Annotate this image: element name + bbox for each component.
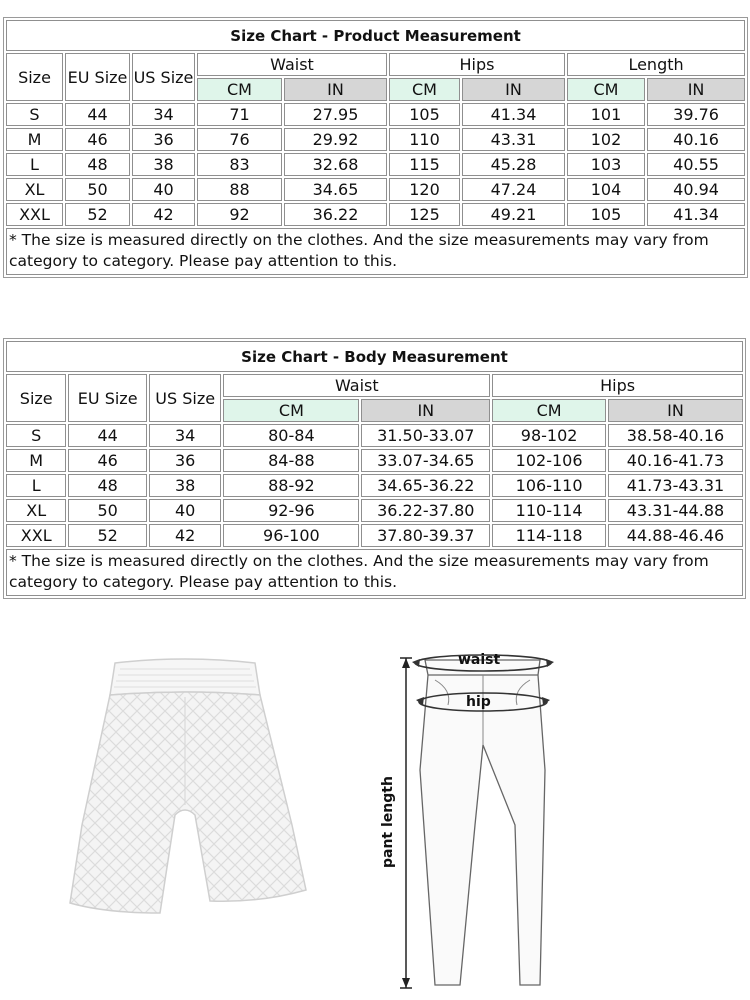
table-cell: 47.24 [462, 178, 565, 201]
table-note: * The size is measured directly on the clothes. And the size measurements may vary from category to category. Please pay attention to this. [6, 549, 743, 596]
table-cell: 120 [389, 178, 460, 201]
header-in: IN [608, 399, 743, 422]
header-eu-size: EU Size [65, 53, 130, 101]
table-title: Size Chart - Product Measurement [6, 20, 745, 51]
table-row [6, 178, 745, 201]
table-cell: M [6, 449, 66, 472]
table-row [6, 203, 745, 226]
table-cell: 71 [197, 103, 282, 126]
waist-label: waist [458, 652, 501, 668]
shorts-product-image [60, 655, 310, 920]
header-size: Size [6, 374, 66, 422]
table-cell: 106-110 [492, 474, 606, 497]
table-cell: 52 [68, 524, 147, 547]
table-row [6, 424, 743, 447]
header-cm: CM [389, 78, 460, 101]
header-in: IN [462, 78, 565, 101]
table-cell: 40.94 [647, 178, 745, 201]
table-cell: 101 [567, 103, 645, 126]
table-cell: 76 [197, 128, 282, 151]
table-cell: 34.65-36.22 [361, 474, 490, 497]
hip-label: hip [466, 694, 491, 710]
table-cell: 84-88 [223, 449, 359, 472]
header-hips: Hips [492, 374, 743, 397]
table-cell: 40.55 [647, 153, 745, 176]
header-cm: CM [223, 399, 359, 422]
table-row [6, 524, 743, 547]
table-cell: 114-118 [492, 524, 606, 547]
table-cell: 37.80-39.37 [361, 524, 490, 547]
table-cell: 29.92 [284, 128, 387, 151]
body-measurement-table [3, 338, 746, 599]
table-cell: 41.34 [462, 103, 565, 126]
table-title: Size Chart - Body Measurement [6, 341, 743, 372]
table-cell: 49.21 [462, 203, 565, 226]
table-cell: 44 [65, 103, 130, 126]
table-cell: 34.65 [284, 178, 387, 201]
table-cell: 43.31 [462, 128, 565, 151]
table-cell: 88 [197, 178, 282, 201]
table-cell: XL [6, 178, 63, 201]
table-cell: 80-84 [223, 424, 359, 447]
table-cell: XXL [6, 203, 63, 226]
table-cell: 110-114 [492, 499, 606, 522]
table-cell: 42 [132, 203, 195, 226]
table-cell: 38 [149, 474, 221, 497]
header-in: IN [284, 78, 387, 101]
table-cell: 33.07-34.65 [361, 449, 490, 472]
table-cell: 115 [389, 153, 460, 176]
table-cell: XXL [6, 524, 66, 547]
header-cm: CM [197, 78, 282, 101]
table-cell: 41.73-43.31 [608, 474, 743, 497]
table-cell: 40.16-41.73 [608, 449, 743, 472]
table-row [6, 474, 743, 497]
table-cell: 44 [68, 424, 147, 447]
table-cell: 92 [197, 203, 282, 226]
table-cell: 38 [132, 153, 195, 176]
header-hips: Hips [389, 53, 565, 76]
table-row [6, 128, 745, 151]
header-in: IN [361, 399, 490, 422]
table-cell: 52 [65, 203, 130, 226]
table-cell: 27.95 [284, 103, 387, 126]
table-cell: 46 [68, 449, 147, 472]
table-cell: 39.76 [647, 103, 745, 126]
header-eu-size: EU Size [68, 374, 147, 422]
table-note: * The size is measured directly on the clothes. And the size measurements may vary from category to category. Please pay attention to this. [6, 228, 745, 275]
pant-length-label: pant length [380, 776, 396, 868]
table-cell: 40 [132, 178, 195, 201]
table-cell: 46 [65, 128, 130, 151]
table-cell: 36 [149, 449, 221, 472]
table-cell: 50 [65, 178, 130, 201]
header-size: Size [6, 53, 63, 101]
table-row [6, 103, 745, 126]
table-cell: 36.22 [284, 203, 387, 226]
table-cell: 88-92 [223, 474, 359, 497]
table-cell: XL [6, 499, 66, 522]
product-measurement-table [3, 17, 748, 278]
table-cell: L [6, 153, 63, 176]
header-us-size: US Size [149, 374, 221, 422]
table-cell: 104 [567, 178, 645, 201]
table-cell: 103 [567, 153, 645, 176]
table-cell: 105 [389, 103, 460, 126]
table-cell: 31.50-33.07 [361, 424, 490, 447]
table-cell: 44.88-46.46 [608, 524, 743, 547]
table-cell: 38.58-40.16 [608, 424, 743, 447]
table-cell: 40.16 [647, 128, 745, 151]
table-cell: L [6, 474, 66, 497]
header-cm: CM [567, 78, 645, 101]
table-cell: 105 [567, 203, 645, 226]
table-cell: 83 [197, 153, 282, 176]
table-cell: 40 [149, 499, 221, 522]
table-row [6, 153, 745, 176]
header-cm: CM [492, 399, 606, 422]
table-cell: 45.28 [462, 153, 565, 176]
table-cell: 96-100 [223, 524, 359, 547]
table-cell: 48 [68, 474, 147, 497]
table-cell: 125 [389, 203, 460, 226]
table-cell: S [6, 424, 66, 447]
table-cell: M [6, 128, 63, 151]
table-cell: 36.22-37.80 [361, 499, 490, 522]
table-cell: 43.31-44.88 [608, 499, 743, 522]
table-cell: 48 [65, 153, 130, 176]
table-row [6, 499, 743, 522]
header-length: Length [567, 53, 745, 76]
table-cell: 34 [149, 424, 221, 447]
table-cell: 102 [567, 128, 645, 151]
table-cell: 92-96 [223, 499, 359, 522]
header-in: IN [647, 78, 745, 101]
table-cell: 98-102 [492, 424, 606, 447]
table-cell: 32.68 [284, 153, 387, 176]
header-waist: Waist [223, 374, 490, 397]
table-cell: 36 [132, 128, 195, 151]
table-cell: 34 [132, 103, 195, 126]
table-cell: 42 [149, 524, 221, 547]
table-cell: 41.34 [647, 203, 745, 226]
header-waist: Waist [197, 53, 387, 76]
table-cell: S [6, 103, 63, 126]
table-cell: 50 [68, 499, 147, 522]
header-us-size: US Size [132, 53, 195, 101]
table-cell: 102-106 [492, 449, 606, 472]
table-row [6, 449, 743, 472]
table-cell: 110 [389, 128, 460, 151]
